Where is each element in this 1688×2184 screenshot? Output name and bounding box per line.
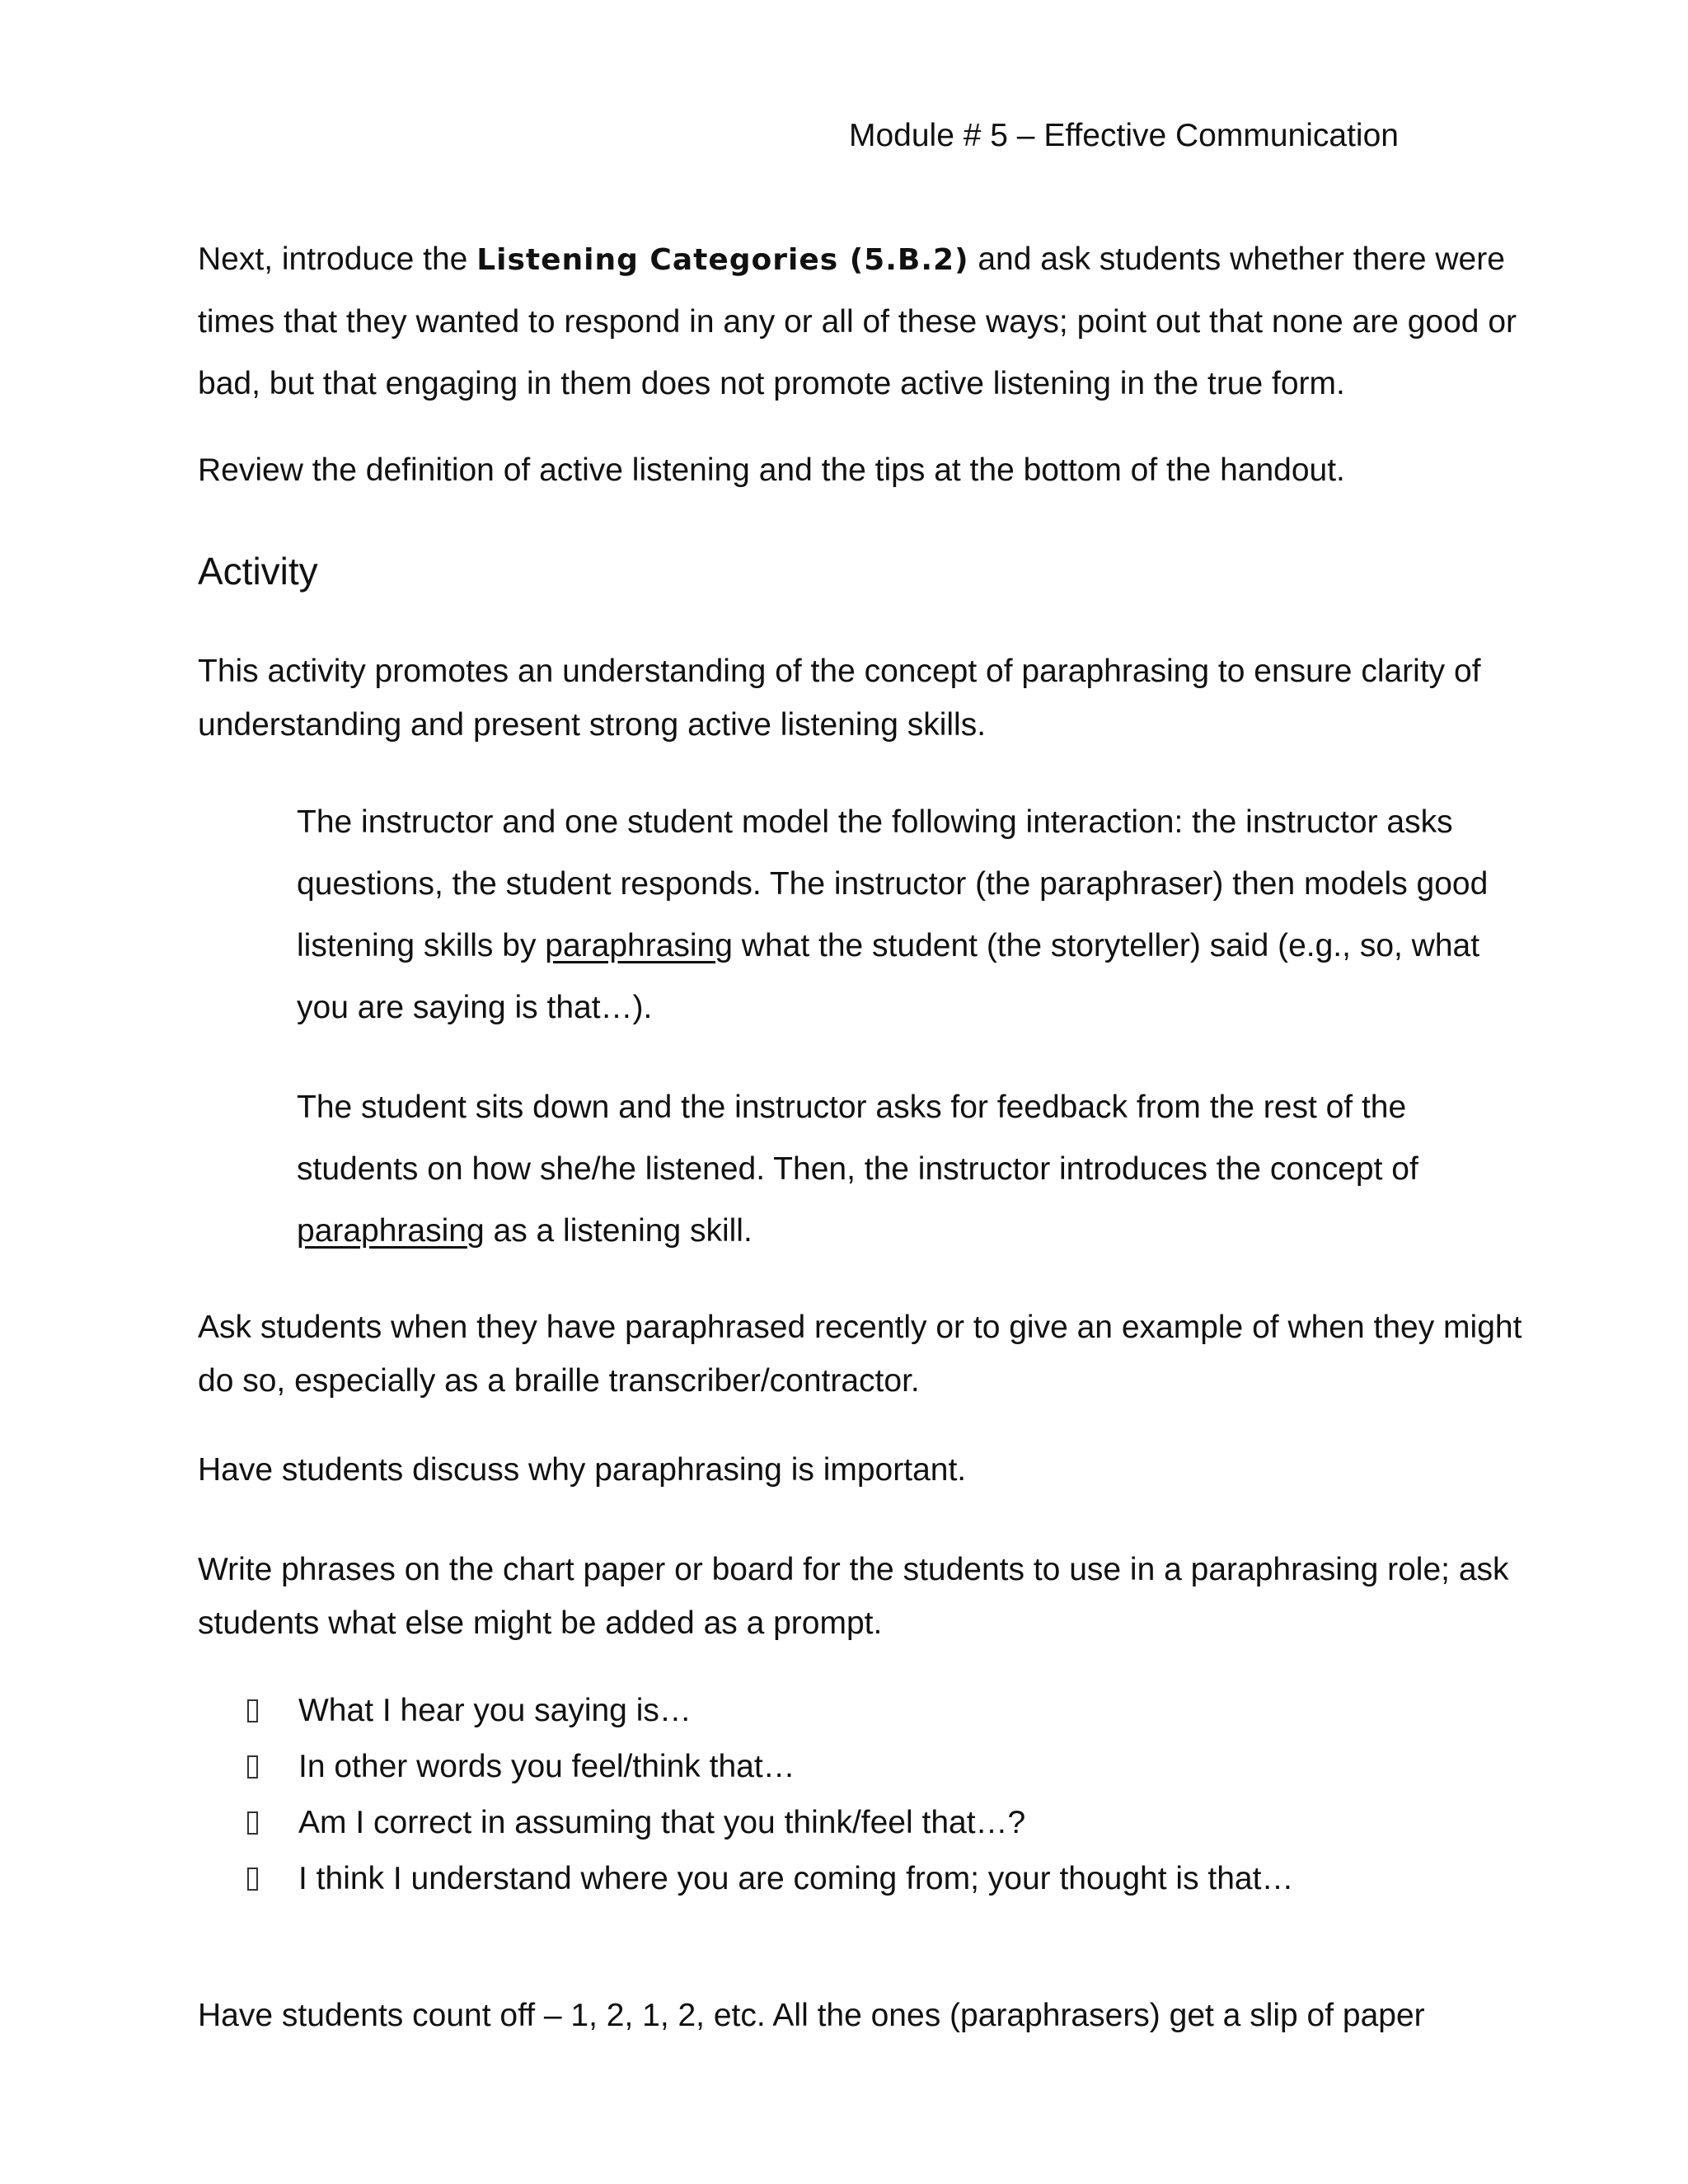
bullet-box-icon — [247, 1755, 258, 1779]
paraphrasing-underlined-term: paraphrasing — [545, 928, 733, 963]
list-item — [247, 1851, 1533, 1907]
prompt-text: I think I understand where you are coming from; your thought is that… — [298, 1861, 1294, 1896]
list-item — [247, 1683, 1533, 1739]
listening-categories-reference: Listening Categories (5.B.2) — [476, 243, 969, 277]
prompt-text: Am I correct in assuming that you think/feel that…? — [298, 1805, 1026, 1840]
prompt-text: What I hear you saying is… — [298, 1693, 692, 1728]
activity-step-1 — [297, 791, 1533, 1038]
bullet-box-icon — [247, 1868, 258, 1891]
bullet-box-icon — [247, 1811, 258, 1835]
list-item — [247, 1739, 1533, 1795]
intro-suffix: and ask students whether there were times that they wanted to respond in any or all of these ways; point out that none are good or bad, but that engaging in them does not promote active listening in the true form. — [198, 241, 1517, 401]
bullet-box-icon — [247, 1699, 258, 1722]
paraphrase-prompts-list — [247, 1683, 1533, 1907]
review-text: Review the definition of active listening and the tips at the bottom of the handout. — [198, 452, 1345, 488]
ask-recent-text: Ask students when they have paraphrased recently or to give an example of when they might do so, especially as a braille transcriber/contractor. — [198, 1310, 1522, 1399]
step-2-text-after: as a listening skill. — [484, 1213, 753, 1249]
review-paragraph — [198, 439, 1533, 501]
discuss-paragraph — [198, 1443, 1533, 1497]
step-1-text-before: The instructor and one student model the following interaction: the instructor asks questions, the student responds. The instructor (the paraphraser) then models good listening skills by — [297, 804, 1489, 963]
count-off-paragraph — [198, 1989, 1533, 2042]
step-2-text-before: The student sits down and the instructor asks for feedback from the rest of the students on how she/he listened. Then, the instructor introduces the concept of — [297, 1090, 1418, 1187]
ask-recent-paragraph — [198, 1301, 1533, 1408]
write-phrases-paragraph — [198, 1543, 1533, 1650]
discuss-text: Have students discuss why paraphrasing is important. — [198, 1452, 967, 1488]
intro-prefix: Next, introduce the — [198, 241, 477, 277]
intro-paragraph — [198, 228, 1533, 415]
list-item — [247, 1795, 1533, 1851]
activity-heading: Activity — [198, 550, 318, 593]
paraphrasing-underlined-term: paraphrasing — [297, 1213, 485, 1249]
count-off-text: Have students count off – 1, 2, 1, 2, etc. All the ones (paraphrasers) get a slip of paper — [198, 1998, 1425, 2033]
prompt-text: In other words you feel/think that… — [298, 1749, 795, 1784]
activity-description — [198, 644, 1533, 752]
step-1-text-after: what the student (the storyteller) said (e.g., so, what you are saying is that…). — [297, 928, 1480, 1025]
activity-description-text: This activity promotes an understanding of the concept of paraphrasing to ensure clarity of understanding and present strong active listening skills. — [198, 654, 1481, 743]
activity-step-2 — [297, 1076, 1533, 1262]
page-header: Module # 5 – Effective Communication — [849, 118, 1399, 153]
write-phrases-text: Write phrases on the chart paper or board for the students to use in a paraphrasing role; ask students what else might be added as a prompt. — [198, 1552, 1509, 1641]
